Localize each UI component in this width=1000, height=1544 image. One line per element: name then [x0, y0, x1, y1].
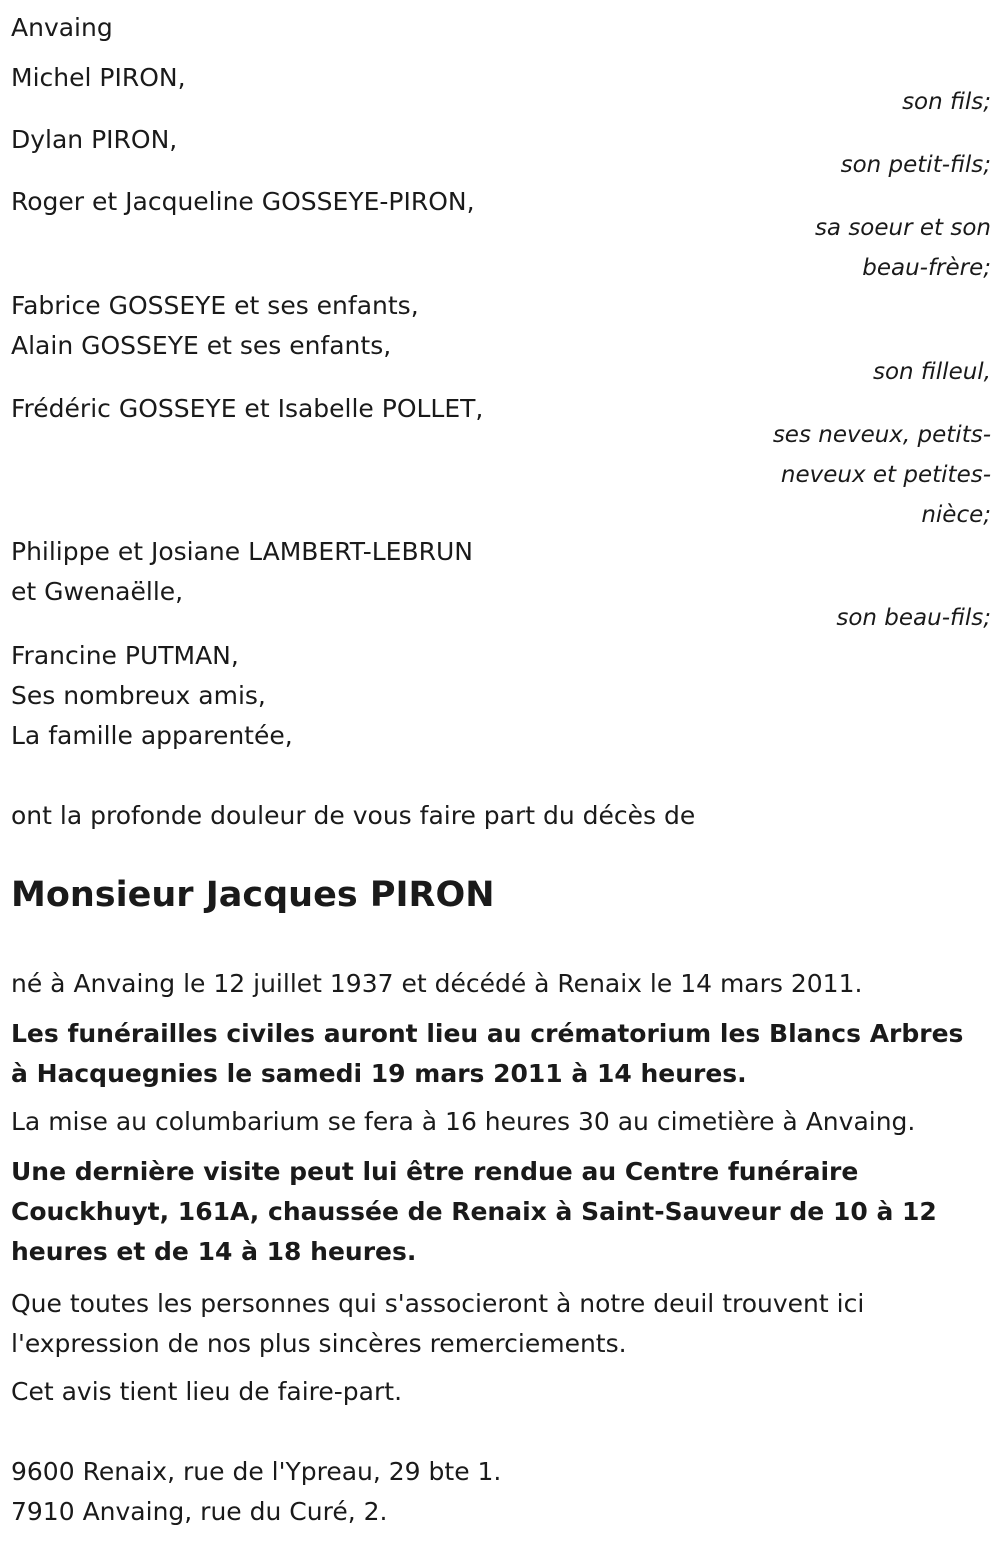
notice-text: Cet avis tient lieu de faire-part. — [11, 1377, 403, 1406]
family-name: Dylan PIRON, — [11, 125, 178, 154]
family-relation: nièce; — [921, 502, 991, 528]
address-line: 7910 Anvaing, rue du Curé, 2. — [11, 1497, 388, 1526]
family-relation: son fils; — [902, 89, 991, 115]
family-name: Frédéric GOSSEYE et Isabelle POLLET, — [11, 394, 484, 423]
birth-death-text: né à Anvaing le 12 juillet 1937 et décédé à Renaix le 14 mars 2011. — [11, 969, 863, 998]
family-name: Philippe et Josiane LAMBERT-LEBRUN — [11, 537, 473, 566]
address-line: 9600 Renaix, rue de l'Ypreau, 29 bte 1. — [11, 1457, 502, 1486]
family-name: Michel PIRON, — [11, 63, 186, 92]
family-name: La famille apparentée, — [11, 721, 293, 750]
family-name: Ses nombreux amis, — [11, 681, 266, 710]
family-name: Roger et Jacqueline GOSSEYE-PIRON, — [11, 187, 475, 216]
funeral-text: Les funérailles civiles auront lieu au crématorium les Blancs Arbres à Hacquegnies le samedi 19 mars 2011 à 14 heures. — [11, 1019, 964, 1088]
thanks-text: Que toutes les personnes qui s'associeront à notre deuil trouvent ici l'expression de nos plus sincères remerciements. — [11, 1289, 865, 1358]
deceased-name: Monsieur Jacques PIRON — [11, 875, 495, 915]
family-relation: son petit-fils; — [840, 152, 991, 178]
place-header: Anvaing — [11, 13, 113, 42]
announcement-text: ont la profonde douleur de vous faire part du décès de — [11, 801, 696, 830]
family-relation: sa soeur et son — [814, 215, 991, 241]
family-name: Fabrice GOSSEYE et ses enfants, — [11, 291, 419, 320]
family-name: Francine PUTMAN, — [11, 641, 239, 670]
family-relation: ses neveux, petits- — [772, 422, 991, 448]
family-relation: son filleul, — [872, 359, 991, 385]
family-relation: son beau-fils; — [836, 605, 991, 631]
family-name: Alain GOSSEYE et ses enfants, — [11, 331, 392, 360]
visit-text: Une dernière visite peut lui être rendue au Centre funéraire Couckhuyt, 161A, chaussée de Renaix à Saint-Sauveur de 10 à 12 heures et de 14 à 18 heures. — [11, 1157, 937, 1266]
family-name: et Gwenaëlle, — [11, 577, 184, 606]
columbarium-text: La mise au columbarium se fera à 16 heures 30 au cimetière à Anvaing. — [11, 1107, 916, 1136]
family-relation: beau-frère; — [862, 255, 991, 281]
family-relation: neveux et petites- — [780, 462, 991, 488]
